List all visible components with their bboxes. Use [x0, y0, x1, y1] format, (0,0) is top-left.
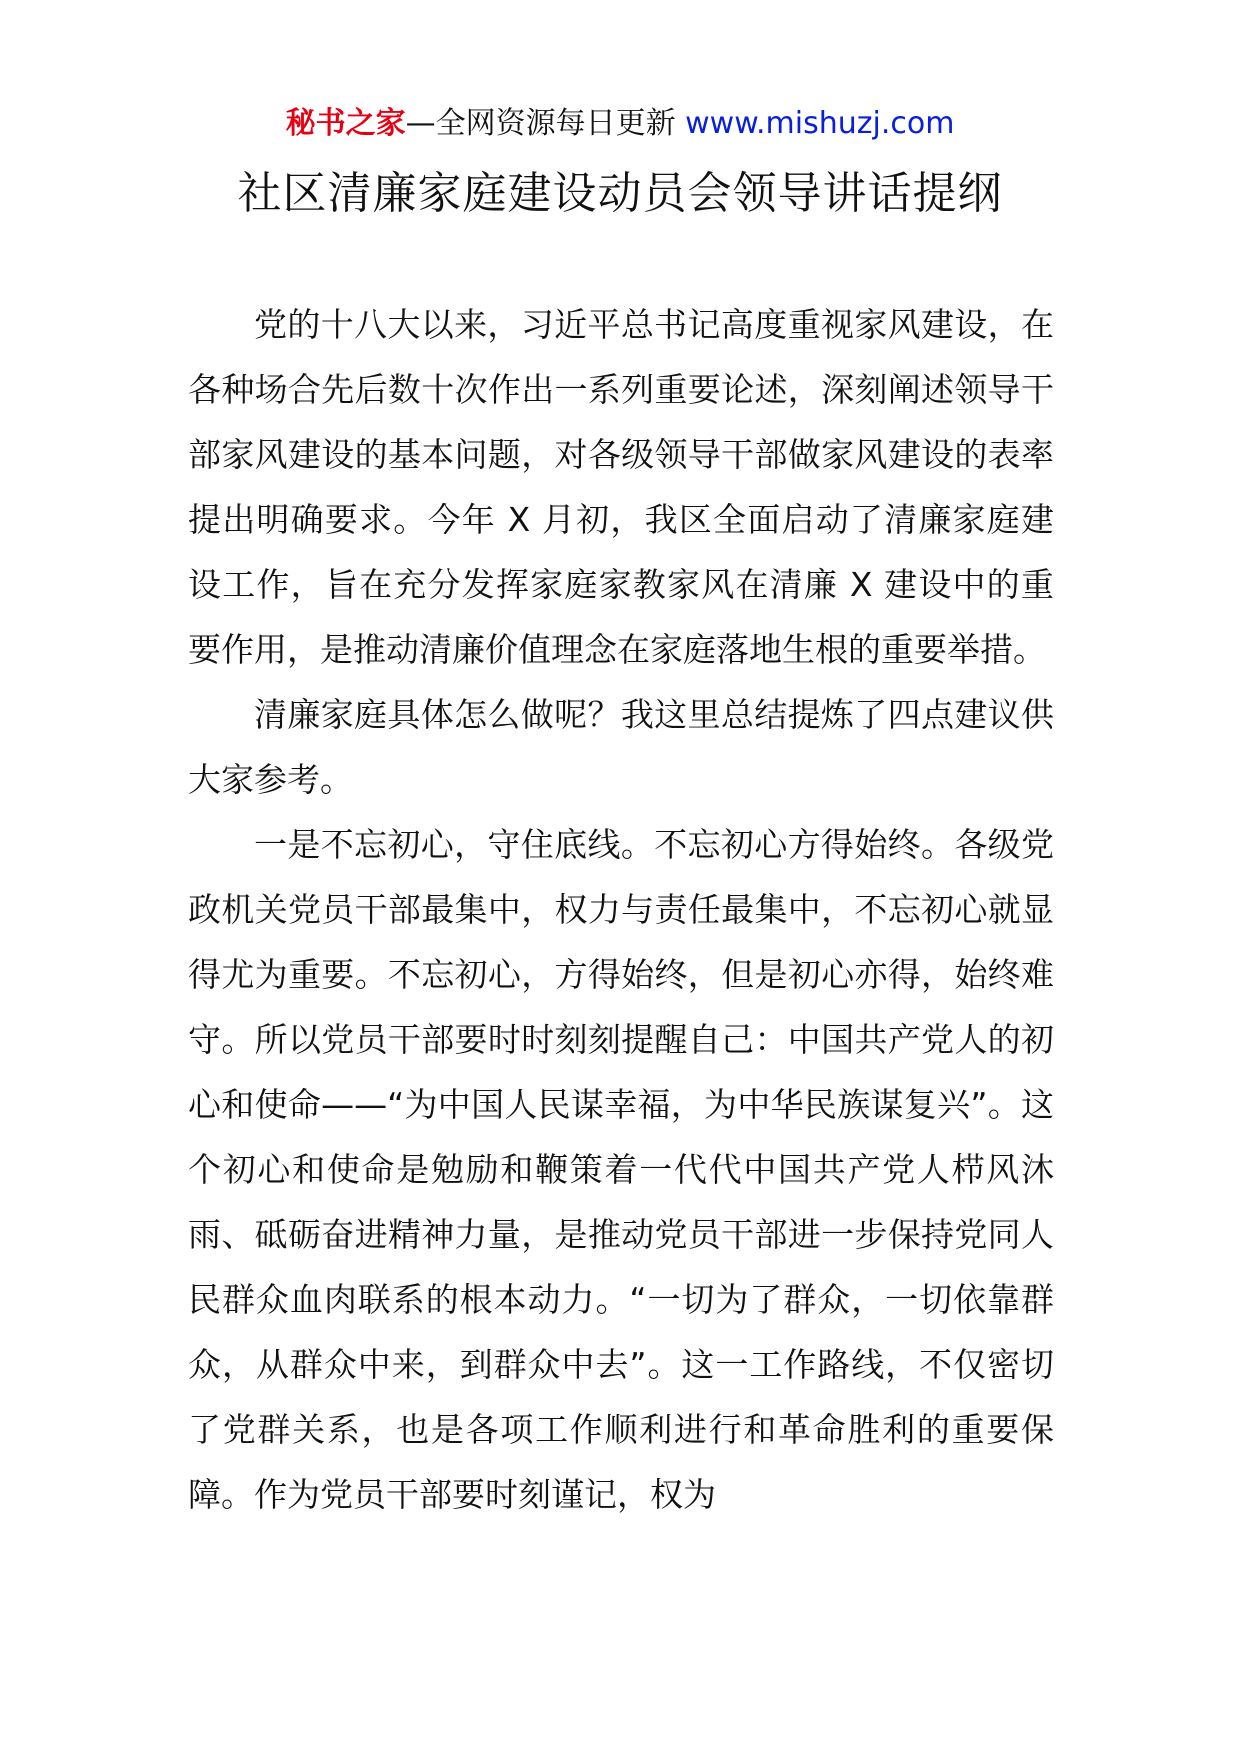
brand-name: 秘书之家 — [285, 106, 406, 141]
paragraph-text: 党的十八大以来，习近平总书记高度重视家风建设，在各种场合先后数十次作出一系列重要论述，深刻阐述领导干部家风建设的基本问题，对各级领导干部做家风建设的表率提出明确要求。今年 X 月初，我区全面启动了清廉家庭建设工作，旨在充分发挥家庭家教家风在清廉 X 建设中的重要作用，是推动清廉价值理念在家庭落地生根的重要举措。 — [188, 305, 1054, 669]
site-url-link[interactable]: www.mishuzj.com — [685, 106, 955, 141]
paragraph-1 — [188, 292, 1054, 682]
site-header — [0, 104, 1240, 144]
paragraph-3 — [188, 812, 1054, 1527]
document-body — [188, 292, 1054, 1527]
document-title: 社区清廉家庭建设动员会领导讲话提纲 — [237, 168, 1003, 219]
paragraph-text: 不忘初心方得始终。各级党政机关党员干部最集中，权力与责任最集中，不忘初心就显得尤为重要。不忘初心，方得始终，但是初心亦得，始终难守。所以党员干部要时时刻刻提醒自己：中国共产党人的初心和使命——“为中国人民谋幸福，为中华民族谋复兴”。这个初心和使命是勉励和鞭策着一代代中国共产党人栉风沐雨、砥砺奋进精神力量，是推动党员干部进一步保持党同人民群众血肉联系的根本动力。“一切为了群众，一切依靠群众，从群众中来，到群众中去”。这一工作路线，不仅密切了党群关系，也是各项工作顺利进行和革命胜利的重要保障。作为党员干部要时刻谨记，权为 — [188, 825, 1055, 1514]
paragraph-lead: 一是不忘初心，守住底线。 — [254, 825, 655, 864]
header-tagline: —全网资源每日更新 — [405, 106, 686, 141]
paragraph-2 — [188, 682, 1054, 812]
paragraph-text: 清廉家庭具体怎么做呢？我这里总结提炼了四点建议供大家参考。 — [188, 695, 1054, 799]
